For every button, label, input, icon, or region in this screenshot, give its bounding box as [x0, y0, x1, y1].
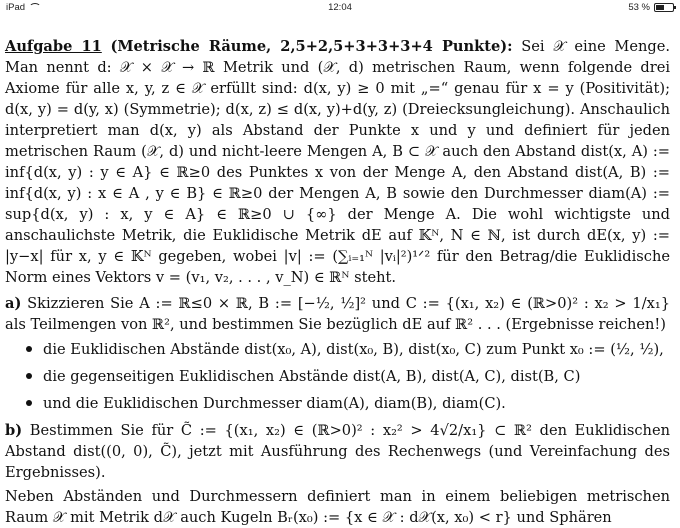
p1_lines-line: x, y ∈ A} ∈ ℝ≥0 ∪ {∞} der Menge A. Die wohl wichtigste und anschaulichste Metrik, [5, 206, 670, 244]
status-left [6, 2, 41, 13]
wifi-icon [29, 3, 41, 12]
device-name: iPad [6, 1, 26, 13]
status-bar [0, 0, 680, 14]
part-a-label: a) [5, 295, 22, 312]
intro-paragraph [5, 36, 670, 288]
part-a [5, 293, 670, 335]
b_lines-line: dist((0, 0), C̃), jetzt mit Ausführung des Rechenwegs (und Vereinfachung des Ergebnisses). [5, 443, 670, 481]
bullet-item: und die Euklidischen Durchmesser diam(A), diam(B), diam(C). [43, 393, 670, 414]
battery-icon [654, 3, 674, 12]
p1_lines-line: interpretiert man d(x, y) als Abstand der Punkte x und y und definiert für jeden metrischen [5, 122, 670, 160]
clock: 12:04 [328, 1, 352, 13]
a_lines-line: Skizzieren Sie A := ℝ≤0 × ℝ, B := [−½, ½]² und C := {(x₁, x₂) ∈ (ℝ>0)² : x₂ > 1/x₁} als [5, 295, 670, 333]
document-page [0, 14, 680, 528]
p1_lines-line: v = (v₁, v₂, . . . , v_N) ∈ ℝᴺ steht. [155, 269, 397, 286]
bullet-item: die gegenseitigen Euklidischen Abstände dist(A, B), dist(A, C), dist(B, C) [43, 366, 670, 387]
bullet-item: die Euklidischen Abstände dist(x₀, A), dist(x₀, B), dist(x₀, C) zum Punkt x₀ := (½, ½), [43, 339, 670, 360]
task-heading: Aufgabe 11 [5, 38, 102, 55]
p1_lines-line: d(x, y) = d(y, x) (Symmetrie); d(x, z) ≤ d(x, y)+d(y, z) (Dreiecksungleichung). Anschaulich [5, 101, 670, 118]
last_lines-line: Neben Abständen und Durchmessern definiert man in einem beliebigen metrischen [5, 488, 670, 505]
p1_lines-line: Sei 𝒳 eine Menge. Man nennt d: 𝒳 × 𝒳 → ℝ Metrik und (𝒳, d) metrischen Raum, wenn folgende drei [5, 38, 671, 76]
battery-percent: 53 % [628, 1, 650, 13]
battery-fill [656, 5, 664, 10]
p1_lines-line: Raum (𝒳, d) und nicht-leere Mengen A, B ⊂ 𝒳 auch den Abstand dist(x, A) := inf{d(x, y) : [5, 143, 670, 181]
status-right [628, 2, 674, 13]
part-b [5, 420, 670, 483]
p1_lines-line: Axiome für alle x, y, z ∈ 𝒳 erfüllt sind: d(x, y) ≥ 0 mit „=“ genau für x = y (Positivität); [5, 80, 670, 97]
part-a-list [5, 339, 670, 414]
p1_lines-line: x ∈ A , y ∈ B} ∈ ℝ≥0 der Mengen A, B sowie den Durchmesser diam(A) := sup{d(x, y) : [5, 185, 670, 223]
p1_lines-line: die Euklidische Metrik dE auf 𝕂ᴺ, N ∈ ℕ, ist durch dE(x, y) := |y−x| für x, y ∈ 𝕂ᴺ [5, 227, 670, 265]
b_lines-line: Bestimmen Sie für C̃ := {(x₁, x₂) ∈ (ℝ>0)² : x₂² > 4√2/x₁} ⊂ ℝ² den Euklidischen Abstand [5, 422, 670, 460]
part-a-text [5, 295, 670, 333]
task-heading-meta: (Metrische Räume, 2,5+2,5+3+3+3+4 Punkte): [110, 38, 513, 55]
intro-text [5, 38, 670, 286]
closing-paragraph [5, 486, 670, 528]
a_lines-line: Teilmengen von ℝ², und bestimmen Sie bezüglich dE auf ℝ² . . . (Ergebnisse reichen!) [30, 316, 666, 333]
part-b-text [5, 422, 670, 481]
part-b-label: b) [5, 422, 23, 439]
p1_lines-line: y ∈ A} ∈ ℝ≥0 des Punktes x von der Menge A, den Abstand dist(A, B) := inf{d(x, y) : [5, 164, 670, 202]
last_lines-line: Raum 𝒳 mit Metrik d𝒳 auch Kugeln Bᵣ(x₀) := {x ∈ 𝒳 : d𝒳(x, x₀) < r} und Sphären [5, 509, 612, 526]
p1_lines-line: gegeben, wobei |v| := (∑ᵢ₌₁ᴺ |vᵢ|²)¹ᐟ² für den Betrag/die Euklidische Norm eines Vektors [5, 248, 670, 286]
